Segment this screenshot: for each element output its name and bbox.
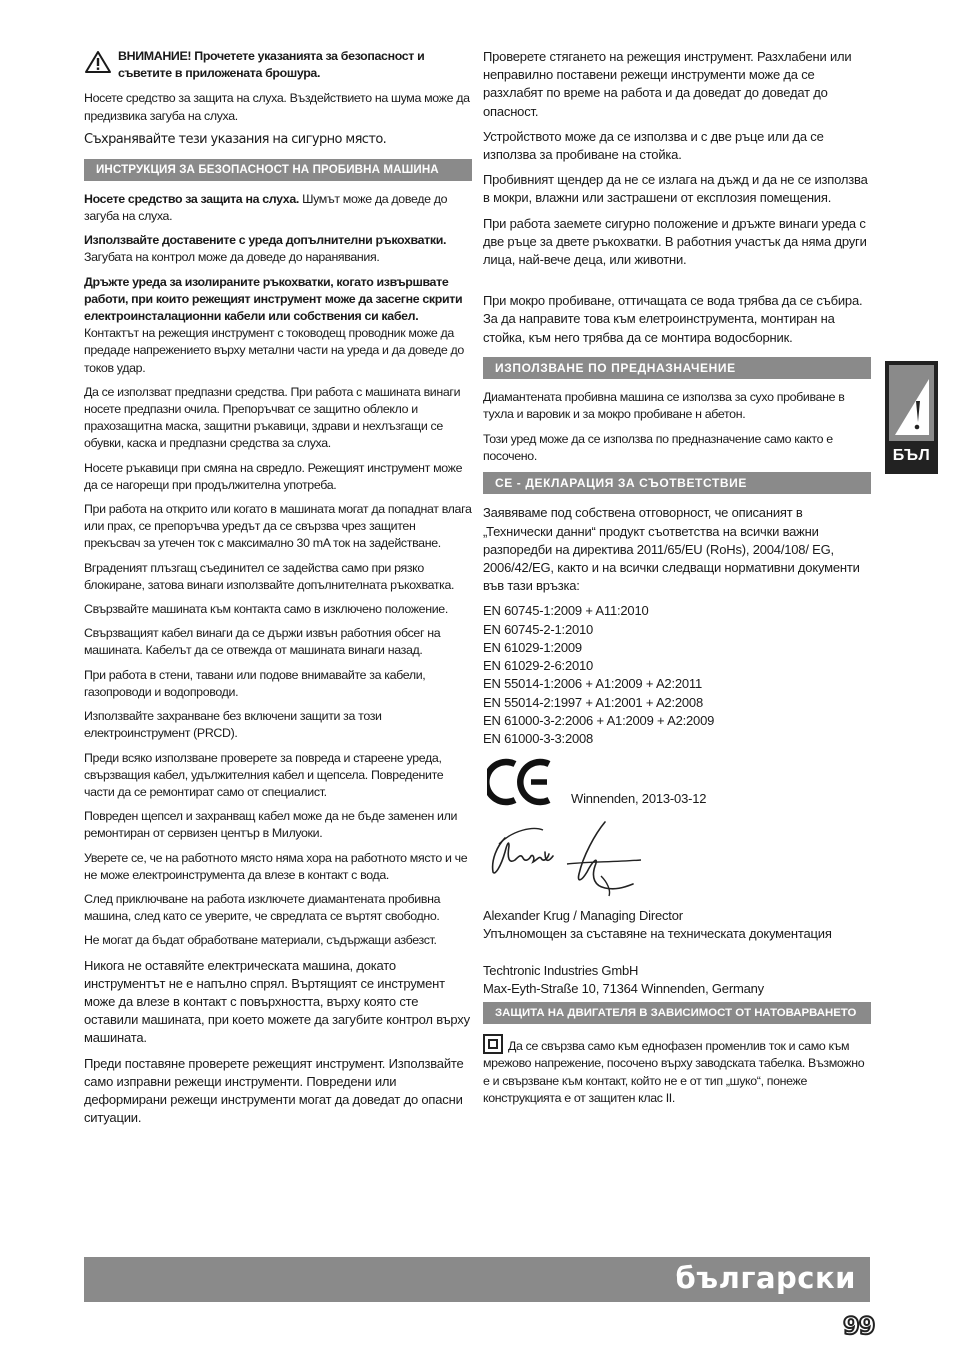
safety-paragraph-14: Уверете се, че на работното място няма хора на работното място и че не може електроинструмента да влезе в контакт с вода. <box>84 850 468 882</box>
safety-paragraph-18: Преди поставяне проверете режещият инструмент. Използвайте само изправни режещи инструменти. Повредени или деформирани режещи инструменти могат да доведат до опасни ситуации. <box>84 1055 464 1126</box>
warning-text: ВНИМАНИЕ! Прочетете указанията за безопасност и съветите в приложената брошура. <box>118 49 425 81</box>
right-paragraph-5: При мокро пробиване, оттичащата се вода трябва да се събира. За да направите това към елетроинструмента, монтиран на стойка, към него трябва да се монтира водосборник. <box>483 293 863 345</box>
ce-declaration-text: Заявяваме под собствена отговорност, че описаният в „Технически данни“ продукт съответства на всички важни разпоредби на директива 2011/65/EU (RoHs), 2004/108/ EG, 2006/42/EG, както и на всички следващи нормативни документи във тази връзка: <box>483 505 860 594</box>
company-name: Techtronic Industries GmbH <box>483 962 639 978</box>
section-heading-motor-protection: ЗАЩИТА НА ДВИГАТЕЛЯ В ЗАВИСИМОСТ ОТ НАТОВАРВАНЕТО <box>483 1002 871 1024</box>
place-and-date: Winnenden, 2013-03-12 <box>571 790 707 806</box>
safety-paragraph-2: Използвайте доставените с уреда допълнителни ръкохватки. Загубата на контрол може да доведе до наранявания. <box>84 233 447 265</box>
safety-paragraph-15: След приключване на работа изключете диамантената пробивна машина, след като се уверите, че свредлата се въртят свободно. <box>84 891 441 924</box>
standard-item: EN 61000-3-2:2006 + A1:2009 + A2:2009 <box>483 712 715 728</box>
signature-image <box>483 816 653 898</box>
section-heading-ce-declaration: CE - ДЕКЛАРАЦИЯ ЗА СЪОТВЕТСТВИЕ <box>483 472 871 494</box>
intro-paragraph: Носете средство за защита на слуха. Въздействието на шума може да предизвика загуба на слуха. <box>84 91 470 123</box>
ce-mark-icon <box>487 758 553 806</box>
right-paragraph-2: Устройството може да се използва и с две ръце или да се използва за пробиване на стойка. <box>483 128 824 163</box>
safety-paragraph-11: Използвайте захранване без включени защити за този електроинструмент (PRCD). <box>84 709 382 741</box>
right-paragraph-1: Проверете стягането на режещия инструмент. Разхлабени или неправилно поставени режещи инструменти може да се разхлабят по време на работа и да доведат до доведат до опасност. <box>483 49 852 119</box>
signer-role: Упълномощен за съставяне на техническата документация <box>483 926 832 942</box>
safety-paragraph-7: Вграденият плъзгащ съединител се задейства само при рязко блокиране, затова винаги използвайте допълнителната ръкохватка. <box>84 560 455 592</box>
standard-item: EN 60745-2-1:2010 <box>483 621 594 637</box>
standard-item: EN 61029-2-6:2010 <box>483 658 594 674</box>
footer-language-bar <box>84 1257 870 1302</box>
right-column <box>483 48 871 1115</box>
standard-item: EN 60745-1:2009 + A11:2010 <box>483 603 649 619</box>
safety-paragraph-12: Преди всяко използване проверете за повреда и стареене уреда, свързващия кабел, удължителния кабел и щепсела. Повредените части да се ремонтират само от специалист. <box>84 750 444 799</box>
safety-paragraph-5: Носете ръкавици при смяна на свредло. Режещият инструмент може да се нагорещи при продължителна употреба. <box>84 460 463 492</box>
standard-item: EN 61000-3-3:2008 <box>483 730 594 746</box>
standards-list <box>483 602 871 748</box>
safety-paragraph-17: Никога не оставяйте електрическата машина, докато инструментът не е напълно спрял. Въртящият се инструмент може да влезе в контакт с повърхността, върху която сте оставили машината, при което можете да загубите контрол върху машината. <box>84 957 470 1046</box>
side-tab-icon-box <box>889 365 934 441</box>
standard-item: EN 55014-1:2006 + A1:2009 + A2:2011 <box>483 676 703 692</box>
safety-paragraph-9: Свързващият кабел винаги да се държи извън работния обсег на машината. Кабелът да се отвежда от машината винаги назад. <box>84 626 441 658</box>
section-heading-safety: ИНСТРУКЦИЯ ЗА БЕЗОПАСНОСТ НА ПРОБИВНА МАШИНА <box>84 159 472 181</box>
signer-name: Alexander Krug / Managing Director <box>483 908 683 924</box>
spacer <box>483 276 871 292</box>
warning-block <box>84 48 472 82</box>
safety-paragraph-4: Да се използват предпазни средства. При работа с машината винаги носете предпазни очила. Препоръчват се защитно облекло и прахозащитна маска, защитни ръкавици, здрави и нехлъзгащи се обувки, каска и предпазни средства за слуха. <box>84 384 461 451</box>
ce-mark-row <box>483 758 871 806</box>
footer-language-label: български <box>675 1261 856 1295</box>
right-paragraph-4: При работа заемете сигурно положение и дръжте винаги уреда с две ръце за двете ръкохватки. В работния участък да няма други лица, най-вече деца, или животни. <box>483 215 867 268</box>
intended-use-paragraph-1: Диамантената пробивна машина се използва за сухо пробиване в тухла и варовик и за мокро пробиване н абетон. <box>483 389 845 422</box>
intended-use-paragraph-2: Този уред може да се използва по предназначение само както е посочено. <box>483 431 833 464</box>
standard-item: EN 55014-2:1997 + A1:2001 + A2:2008 <box>483 694 703 710</box>
section-heading-intended-use: ИЗПОЛЗВАНЕ ПО ПРЕДНАЗНАЧЕНИЕ <box>483 357 871 379</box>
safety-paragraph-13: Повреден щепсел и захранващ кабел може да не бъде заменен или ремонтиран от сервизен център в Милуоки. <box>84 809 458 841</box>
company-address: Max-Eyth-Straße 10, 71364 Winnenden, Germany <box>483 980 764 996</box>
safety-paragraph-10: При работа в стени, тавани или подове внимавайте за кабели, газопроводи и водопроводи. <box>84 667 426 699</box>
class-ii-insulation-icon <box>483 1034 503 1054</box>
right-paragraph-3: Пробивният щендер да не се излага на дъжд и да не се използва в мокри, влажни или застрашени от експлозия помещения. <box>483 172 868 206</box>
standard-item: EN 61029-1:2009 <box>483 639 582 655</box>
keep-instructions-note: Съхранявайте тези указания на сигурно място. <box>84 131 387 147</box>
page-number: 99 <box>843 1312 875 1340</box>
motor-protection-text: Да се свързва само към еднофазен променлив ток и само към мрежово напрежение, посочено върху заводската табелка. Възможно е и свързване към контакт, който не е от тип „шуко“, понеже конструкцията е от защитен клас II. <box>483 1034 871 1108</box>
side-warning-icon <box>889 365 934 441</box>
side-tab-label: БЪЛ <box>892 447 931 464</box>
safety-paragraph-6: При работа на открито или когато в машината могат да попаднат влага или прах, се препоръчва уредът да се свързва чрез защитен прекъсвач за утечен ток с максимално 30 mA ток на задействане. <box>84 502 472 551</box>
language-side-tab <box>885 361 938 474</box>
left-column <box>84 48 472 1134</box>
safety-paragraph-1: Носете средство за защита на слуха. Шумът може да доведе до загуба на слуха. <box>84 191 448 224</box>
safety-paragraph-16: Не могат да бъдат обработване материали, съдържащи азбезст. <box>84 933 437 948</box>
warning-triangle-icon <box>84 50 112 74</box>
safety-paragraph-8: Свързвайте машината към контакта само в изключено положение. <box>84 602 448 617</box>
safety-paragraph-3: Дръжте уреда за изолираните ръкохватки, когато извършвате работи, при които режещият инструмент може да засегне скрити електроинсталационни кабели или собствения си кабел. Контактът на режещия инструмент с тоководещ проводник може да предаде напрежението върху метални части на уреда и да доведе до токов удар. <box>84 274 464 375</box>
